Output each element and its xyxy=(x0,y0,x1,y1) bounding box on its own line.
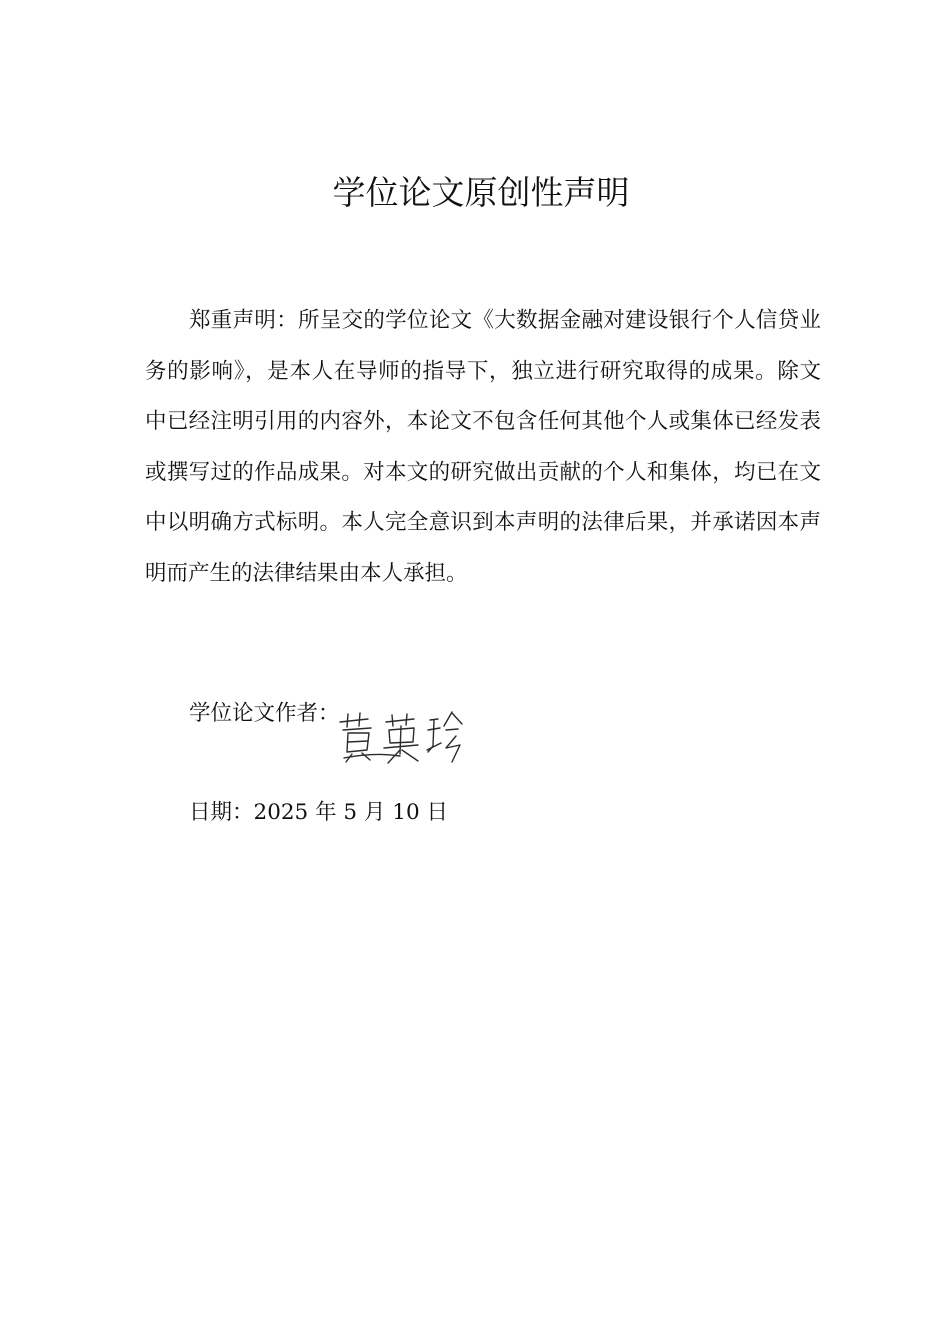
date-day-unit: 日 xyxy=(419,800,448,825)
date-day: 10 xyxy=(392,800,420,825)
author-label: 学位论文作者： xyxy=(189,701,340,726)
date-label: 日期： xyxy=(189,800,254,825)
author-line xyxy=(189,696,340,732)
handwritten-signature xyxy=(334,706,464,770)
date-month: 5 xyxy=(343,800,358,825)
date-line xyxy=(189,795,448,831)
date-year: 2025 xyxy=(253,800,309,825)
declaration-paragraph: 郑重声明：所呈交的学位论文《大数据金融对建设银行个人信贷业务的影响》，是本人在导师的指导下，独立进行研究取得的成果。除文中已经注明引用的内容外，本论文不包含任何其他个人或集体已经发表或撰写过的作品成果。对本文的研究做出贡献的个人和集体，均已在文中以明确方式标明。本人完全意识到本声明的法律后果，并承诺因本声明而产生的法律结果由本人承担。 xyxy=(145,308,821,586)
date-month-unit: 月 xyxy=(357,800,393,825)
date-year-unit: 年 xyxy=(308,800,344,825)
page-title: 学位论文原创性声明 xyxy=(332,173,630,212)
